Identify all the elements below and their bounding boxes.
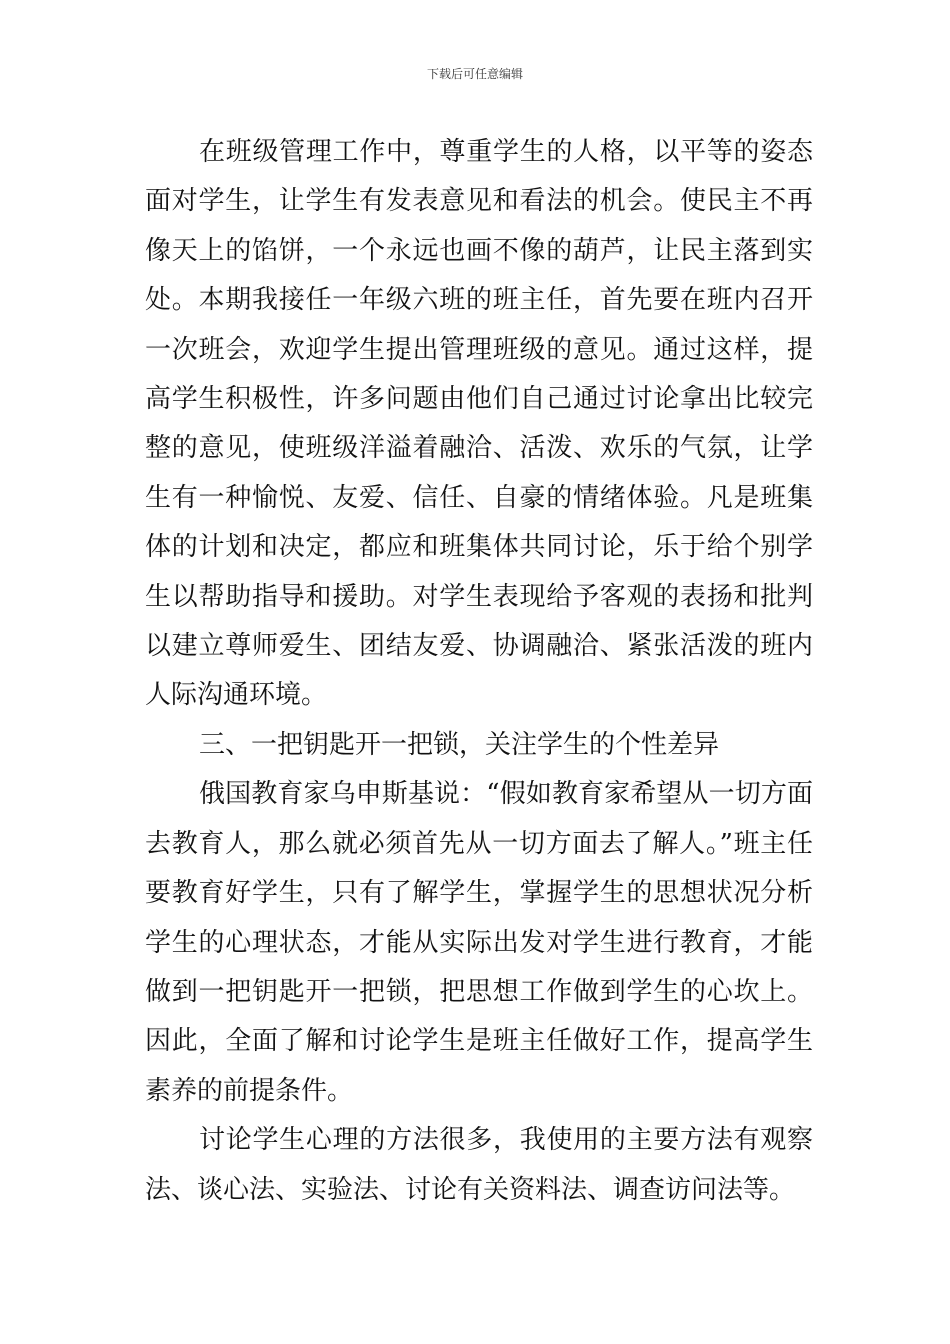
page-header: 下载后可任意编辑: [426, 67, 523, 81]
paragraph-ushinsky-quote: 俄国教育家乌申斯基说：“假如教育家希望从一切方面去教育人，那么就必须首先从一切方面去了解人。”班主任要教育好学生，只有了解学生，掌握学生的思想状况分析学生的心理状态，才能从实际出发对学生进行教育，才能做到一把钥匙开一把锁，把思想工作做到学生的心坎上。因此，全面了解和讨论学生是班主任做好工作，提高学生素养的前提条件。: [145, 779, 813, 1106]
section-heading-individual-differences: 三、一把钥匙开一把锁，关注学生的个性差异: [199, 729, 720, 760]
paragraph-research-methods: 讨论学生心理的方法很多，我使用的主要方法有观察法、谈心法、实验法、讨论有关资料法、调查访问法等。: [145, 1125, 813, 1205]
document-body: [145, 128, 813, 1215]
paragraph-class-management: 在班级管理工作中，尊重学生的人格，以平等的姿态面对学生，让学生有发表意见和看法的机会。使民主不再像天上的馅饼，一个永远也画不像的葫芦，让民主落到实处。本期我接任一年级六班的班主任，首先要在班内召开一次班会，欢迎学生提出管理班级的意见。通过这样，提高学生积极性，许多问题由他们自己通过讨论拿出比较完整的意见，使班级洋溢着融洽、活泼、欢乐的气氛，让学生有一种愉悦、友爱、信任、自豪的情绪体验。凡是班集体的计划和决定，都应和班集体共同讨论，乐于给个别学生以帮助指导和援助。对学生表现给予客观的表扬和批判以建立尊师爱生、团结友爱、协调融洽、紧张活泼的班内人际沟通环境。: [145, 137, 813, 711]
